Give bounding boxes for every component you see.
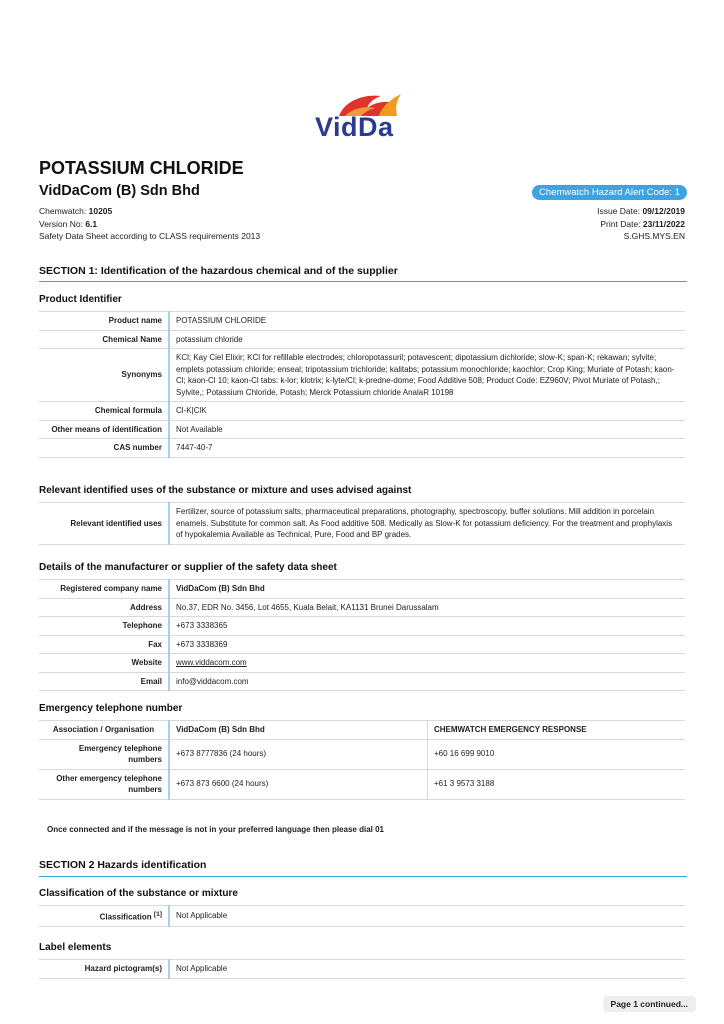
row-value: POTASSIUM CHLORIDE [169, 312, 685, 331]
page-footer: Page 1 continued... [603, 996, 696, 1012]
row-label: Chemical formula [39, 402, 169, 421]
classification-label: Classification [99, 912, 152, 922]
classification-heading: Classification of the substance or mixture [39, 888, 238, 899]
table-row [39, 349, 685, 402]
issue-date-value: 09/12/2019 [642, 206, 685, 216]
row-label: Registered company name [39, 580, 169, 599]
row-label: Telephone [39, 617, 169, 636]
row-value: Fertilizer, source of potassium salts, pharmaceutical preparations, photography, spectroscopy, buffer solutions. Mill addition in porcelain enamels. Substitute for common salt. As Food additive 508. Medically as Slow-K for potassium deficiency. For the treatment and prophylaxis of hypokalemia Available as Technical, Pure, Food and BP grades. [169, 503, 685, 545]
row-value: Not Applicable [169, 960, 685, 979]
table-row [39, 672, 685, 691]
row-label: Chemical Name [39, 330, 169, 349]
document-meta-left [39, 205, 260, 243]
table-row [39, 580, 685, 599]
row-value: Not Applicable [169, 906, 685, 927]
row-value: No.37, EDR No. 3456, Lot 4655, Kuala Belait, KA1131 Brunei Darussalam [169, 598, 685, 617]
chemwatch-value: 10205 [88, 206, 113, 216]
email-link[interactable]: info@viddacom.com [169, 672, 685, 691]
row-value: VidDaCom (B) Sdn Bhd [169, 580, 685, 599]
emergency-note: Once connected and if the message is not in your preferred language then please dial 01 [47, 825, 384, 834]
row-label: Other emergency telephone numbers [39, 769, 169, 799]
row-label: Synonyms [39, 349, 169, 402]
uses-heading: Relevant identified uses of the substance or mixture and uses advised against [39, 485, 412, 496]
row-value: +60 16 699 9010 [428, 739, 686, 769]
table-row [39, 617, 685, 636]
product-identifier-heading: Product Identifier [39, 294, 122, 305]
uses-table [39, 502, 685, 545]
row-label: Website [39, 654, 169, 673]
row-label: Email [39, 672, 169, 691]
company-name: VidDaCom (B) Sdn Bhd [39, 183, 200, 199]
row-label: Association / Organisation [39, 721, 169, 740]
table-row [39, 598, 685, 617]
hazard-alert-badge: Chemwatch Hazard Alert Code: 1 [532, 185, 687, 200]
row-value: CHEMWATCH EMERGENCY RESPONSE [428, 721, 686, 740]
document-code: S.GHS.MYS.EN [623, 231, 685, 241]
manufacturer-heading: Details of the manufacturer or supplier of the safety data sheet [39, 562, 337, 573]
classification-table [39, 905, 685, 927]
row-value: +61 3 9573 3188 [428, 769, 686, 799]
table-row [39, 635, 685, 654]
version-label: Version No: [39, 218, 83, 229]
row-label [39, 906, 169, 927]
row-label: CAS number [39, 439, 169, 458]
product-identifier-table [39, 311, 685, 458]
row-value: KCl; Kay Ciel Elixir; KCl for refillable electrodes; chloropotassuril; potavescent; dipotassium dichloride; slow-K; span-K; rekawan; sylvite; emplets potassium chloride; enseal; tripotassium trichloride; kalitabs; potassium monochloride; kaochlor; Crop King; Muriate of Potash; kaon-Cl; kaon-Cl 10; kaon-Cl tabs: k-lor; klotrix; k-lyte/Cl; k-predne-dome; Food Additive 508; Product Code: EZ960V; Pivot Muriate of Potash,; Sylvite,; Potassium Chloride, Potash; Merck Potassium chloride AnalaR 10198 [169, 349, 685, 402]
website-link[interactable]: www.viddacom.com [176, 658, 247, 667]
table-row [39, 654, 685, 673]
table-row [39, 503, 685, 545]
row-label: Address [39, 598, 169, 617]
table-row [39, 439, 685, 458]
sds-note: Safety Data Sheet according to CLASS requirements 2013 [39, 231, 261, 241]
row-value: +673 8777836 (24 hours) [169, 739, 428, 769]
row-label: Emergency telephone numbers [39, 739, 169, 769]
table-row [39, 330, 685, 349]
print-date-value: 23/11/2022 [642, 218, 685, 229]
table-row [39, 739, 685, 769]
row-value: VidDaCom (B) Sdn Bhd [169, 721, 428, 740]
issue-date-label: Issue Date: [597, 206, 641, 216]
row-label: Hazard pictogram(s) [39, 960, 169, 979]
row-value: potassium chloride [169, 330, 685, 349]
chemwatch-label: Chemwatch: [39, 206, 87, 216]
row-label: Fax [39, 635, 169, 654]
document-meta-right [597, 205, 685, 243]
section2-divider [39, 876, 687, 877]
row-value: +673 873 6600 (24 hours) [169, 769, 428, 799]
section2-title: SECTION 2 Hazards identification [39, 859, 207, 871]
row-value: +673 3338365 [169, 617, 685, 636]
company-logo [315, 90, 415, 150]
row-value: 7447-40-7 [169, 439, 685, 458]
table-row [39, 312, 685, 331]
print-date-label: Print Date: [600, 218, 641, 229]
section1-title: SECTION 1: Identification of the hazardous chemical and of the supplier [39, 265, 398, 277]
product-title: POTASSIUM CHLORIDE [39, 158, 244, 178]
row-label: Product name [39, 312, 169, 331]
section1-divider [39, 281, 687, 282]
row-label: Relevant identified uses [39, 503, 169, 545]
table-row [39, 402, 685, 421]
version-value: 6.1 [85, 218, 98, 229]
manufacturer-table [39, 579, 685, 691]
emergency-heading: Emergency telephone number [39, 703, 183, 714]
table-row [39, 906, 685, 927]
row-value: Not Available [169, 420, 685, 439]
emergency-table [39, 720, 685, 800]
logo-wordmark: VidDa [315, 112, 394, 142]
row-label: Other means of identification [39, 420, 169, 439]
classification-footnote: [1] [153, 911, 162, 918]
table-row [39, 420, 685, 439]
row-value: Cl-K|ClK [169, 402, 685, 421]
table-row [39, 960, 685, 979]
label-elements-table [39, 959, 685, 979]
table-row [39, 721, 685, 740]
table-row [39, 769, 685, 799]
row-value: +673 3338369 [169, 635, 685, 654]
label-elements-heading: Label elements [39, 942, 112, 953]
